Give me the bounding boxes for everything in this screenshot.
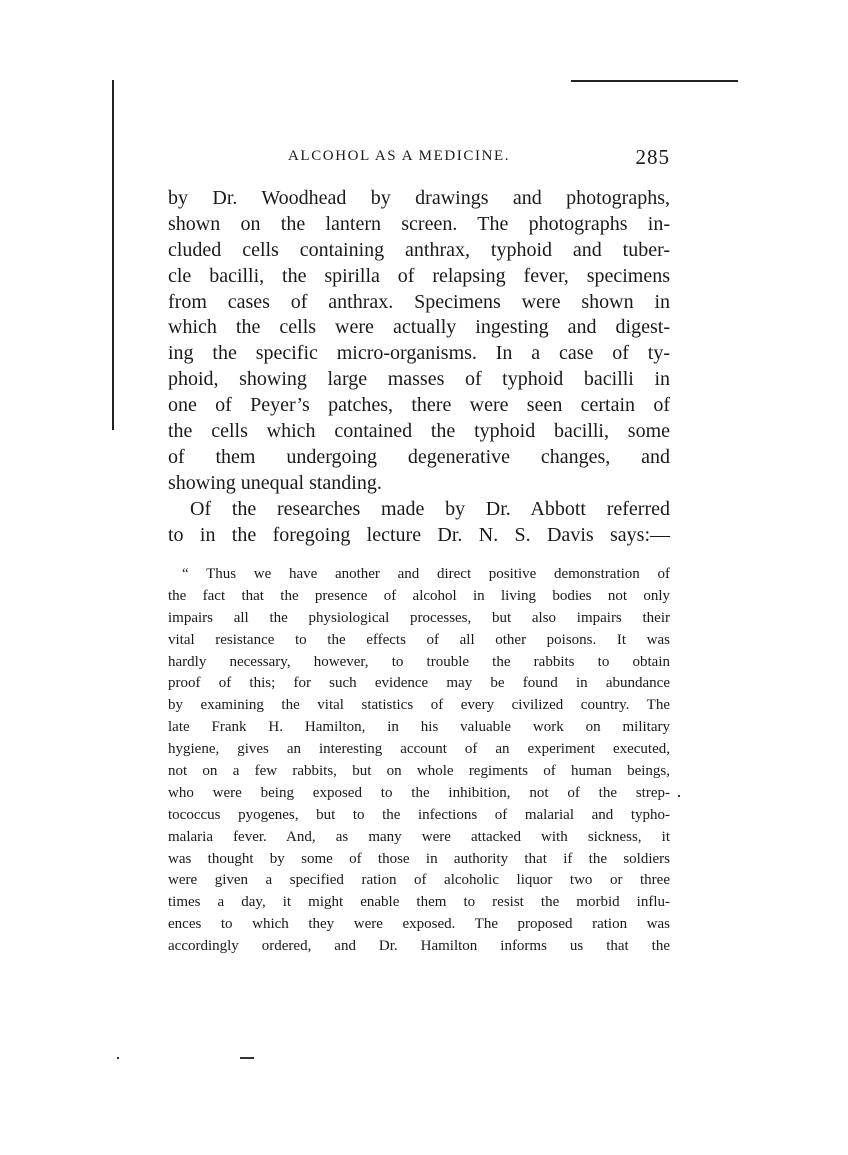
quote-line: the fact that the presence of alcohol in living bodies not only [168, 587, 670, 604]
page-number: 285 [635, 145, 670, 169]
quote-line: hardly necessary, however, to trouble the rabbits to obtain [168, 653, 670, 670]
quote-line: by examining the vital statistics of every civilized country. The [168, 697, 670, 714]
quote-line: times a day, it might enable them to resist the morbid influ- [168, 894, 670, 911]
text-line: by Dr. Woodhead by drawings and photographs, [168, 187, 670, 209]
text-line: which the cells were actually ingesting and digest- [168, 316, 670, 339]
quote-line: accordingly ordered, and Dr. Hamilton informs us that the [168, 938, 670, 955]
body-text [168, 186, 670, 548]
block-quotation [168, 564, 670, 958]
quote-line: “ Thus we have another and direct positive demonstration of [182, 566, 670, 582]
quote-line: late Frank H. Hamilton, in his valuable work on military [168, 719, 670, 736]
text-line: shown on the lantern screen. The photographs in- [168, 212, 670, 235]
text-line: cluded cells containing anthrax, typhoid and tuber- [168, 238, 670, 261]
quote-line: was thought by some of those in authority that if the soldiers [168, 850, 670, 867]
quote-line: hygiene, gives an interesting account of an experiment executed, [168, 741, 670, 758]
text-line: phoid, showing large masses of typhoid bacilli in [168, 368, 670, 391]
quote-line: ences to which they were exposed. The proposed ration was [168, 916, 670, 933]
text-line: cle bacilli, the spirilla of relapsing fever, specimens [168, 264, 670, 287]
text-line: of them undergoing degenerative changes, and [168, 445, 670, 468]
scan-mark [240, 1057, 254, 1059]
text-line: the cells which contained the typhoid bacilli, some [168, 420, 670, 443]
text-line: ing the specific micro-organisms. In a case of ty- [168, 342, 670, 365]
text-line: one of Peyer’s patches, there were seen certain of [168, 394, 670, 417]
text-line: Of the researches made by Dr. Abbott referred [190, 497, 670, 520]
scan-margin-rule-vertical [112, 80, 114, 430]
page-header [168, 146, 670, 172]
running-title: ALCOHOL AS A MEDICINE. [288, 148, 511, 164]
quote-line: not on a few rabbits, but on whole regiments of human beings, [168, 763, 670, 780]
quote-line: malaria fever. And, as many were attacked with sickness, it [168, 828, 670, 845]
quote-line: proof of this; for such evidence may be found in abundance [168, 675, 670, 692]
quote-line: were given a specified ration of alcoholic liquor two or three [168, 872, 670, 889]
quote-line: impairs all the physiological processes, but also impairs their [168, 609, 670, 626]
text-line: showing unequal standing. [168, 471, 382, 494]
quote-line: tococcus pyogenes, but to the infections of malarial and typho- [168, 806, 670, 823]
text-line: to in the foregoing lecture Dr. N. S. Davis says:— [168, 523, 670, 546]
text-line: from cases of anthrax. Specimens were shown in [168, 290, 670, 313]
quote-line: who were being exposed to the inhibition, not of the strep- [168, 784, 670, 801]
scan-mark [117, 1057, 119, 1059]
quote-line: vital resistance to the effects of all other poisons. It was [168, 631, 670, 648]
scan-margin-rule-horizontal [571, 80, 738, 82]
scan-mark [678, 795, 680, 797]
